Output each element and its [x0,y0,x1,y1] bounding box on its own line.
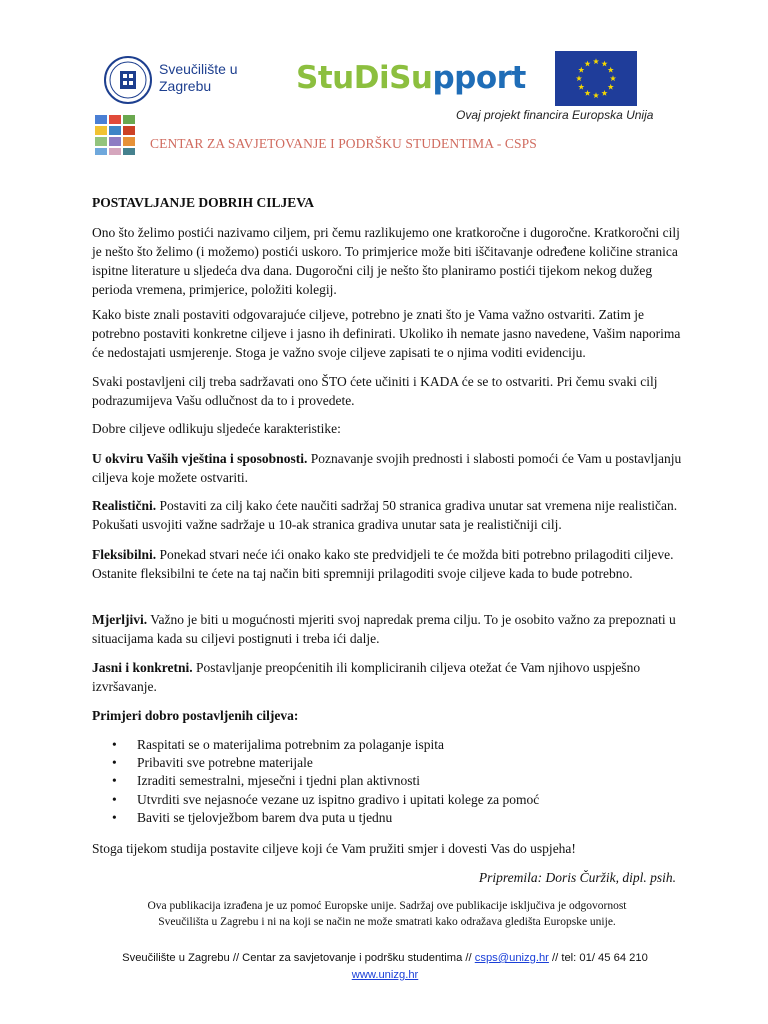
characteristic-skills [92,449,682,487]
characteristic-skills-label: U okviru Vaših vještina i sposobnosti. [92,451,308,466]
university-name [159,61,238,95]
paragraph-setting-goals: Kako biste znali postaviti odgovarajuće ciljeve, potrebno je znati što je Vama važno ostvariti. Zatim je potrebno postaviti konkretne ciljeve i jasno ih definirati. Ukoliko ih nemate jasno navedene, Vašim naporima će nedostajati usmjerenje. Stoga je važno svoje ciljeve zapisati te o njima voditi evidenciju. [92,307,681,360]
disclaimer-line1: Ova publikacija izrađena je uz pomoć Europske unije. Sadržaj ove publikacije isključiva je odgovornost [147,900,627,912]
disclaimer-line2: Sveučilišta u Zagrebu i ni na koji se način ne može smatrati kako odražava gledišta Europske unije. [158,916,616,928]
paragraph-intro: Ono što želimo postići nazivamo ciljem, pri čemu razlikujemo one kratkoročne i dugoročne. Kratkoročni cilj je nešto što želimo (i možemo) postići uskoro. To primjerice može biti iščitavanje određene količine stranica ispitne literature u sljedeća dva dana. Dugoročni cilj je nešto što planiramo postići tijekom nekog dužeg perioda vremena, primjerice, položiti kolegij. [92,225,680,297]
footer-phone: // tel: 01/ 45 64 210 [548,952,648,964]
footer-email-link[interactable]: csps@unizg.hr [474,952,549,964]
list-item: • Izraditi semestralni, mjesečni i tjedni plan aktivnosti [92,772,682,790]
characteristic-skills-text: Poznavanje svojih prednosti i slabosti pomoći će Vam u postavljanju ciljeva koje možete ostvariti. [92,451,682,485]
center-title: CENTAR ZA SAVJETOVANJE I PODRŠKU STUDENTIMA - CSPS [150,136,537,151]
eu-disclaimer [92,898,682,930]
signature: Pripremila: Doris Čuržik, dipl. psih. [478,870,676,885]
characteristic-clear-text: Postavljanje preopćenitih ili kompliciranih ciljeva otežat će Vam njihovo uspješno izvršavanje. [92,660,641,694]
characteristic-measurable-label: Mjerljivi. [92,612,148,627]
university-name-line1: Sveučilište u [159,61,238,77]
university-seal-icon [103,55,153,105]
studisupport-logo-part2: pport [432,60,526,96]
characteristic-clear [92,658,682,696]
paragraph-what-when: Svaki postavljeni cilj treba sadržavati ono ŠTO ćete učiniti i KADA će se to ostvariti. Pri čemu svaki cilj podrazumijeva Vašu odlučnost da to i provedete. [92,374,658,408]
list-item: • Baviti se tjelovježbom barem dva puta u tjednu [92,809,682,827]
studisupport-logo [296,60,526,96]
characteristic-flexible-label: Fleksibilni. [92,547,157,562]
studisupport-logo-part1: StuDiSu [296,60,433,96]
university-name-line2: Zagrebu [159,78,212,94]
footer-text: Sveučilište u Zagrebu // Centar za savjetovanje i podršku studentima // [122,952,475,964]
closing-sentence: Stoga tijekom studija postavite ciljeve koji će Vam pružiti smjer i dovesti Vas do uspjeha! [92,841,576,856]
eu-funding-caption: Ovaj projekt financira Europska Unija [456,108,654,122]
characteristic-realistic [92,496,682,534]
characteristic-flexible [92,545,682,583]
document-title: POSTAVLJANJE DOBRIH CILJEVA [92,195,315,210]
footer-website-link[interactable]: www.unizg.hr [351,969,419,981]
csps-logo-icon [93,113,138,157]
paragraph-characteristics-intro: Dobre ciljeve odlikuju sljedeće karakteristike: [92,421,341,436]
page-footer [60,950,710,984]
characteristic-measurable-text: Važno je biti u mogućnosti mjeriti svoj napredak prema cilju. To je osobito važno za prepoznati u situacijama kada su ciljevi postignuti i treba ići dalje. [92,612,676,646]
characteristic-flexible-text: Ponekad stvari neće ići onako kako ste predvidjeli te će možda biti potrebno prilagoditi ciljeve. Ostanite fleksibilni te ćete na taj način biti spremniji prilagoditi svoje ciljeve kada to bude potrebno. [92,547,674,581]
list-item: • Utvrditi sve nejasnoće vezane uz ispitno gradivo i upitati kolege za pomoć [92,791,682,809]
characteristic-realistic-label: Realistični. [92,498,157,513]
characteristic-clear-label: Jasni i konkretni. [92,660,193,675]
list-item: • Raspitati se o materijalima potrebnim za polaganje ispita [92,736,682,754]
list-item: • Pribaviti sve potrebne materijale [92,754,682,772]
characteristic-measurable [92,610,682,648]
characteristic-realistic-text: Postaviti za cilj kako ćete naučiti sadržaj 50 stranica gradiva unutar sat vremena nije realističan. Pokušati usvojiti važne sadržaje u 10-ak stranica gradiva unutar sata je realističniji cilj. [92,498,678,532]
examples-list [92,736,682,827]
examples-heading: Primjeri dobro postavljenih ciljeva: [92,708,299,723]
university-logo [103,55,253,105]
eu-flag-icon [555,51,637,106]
footer-contact-line [60,950,710,967]
